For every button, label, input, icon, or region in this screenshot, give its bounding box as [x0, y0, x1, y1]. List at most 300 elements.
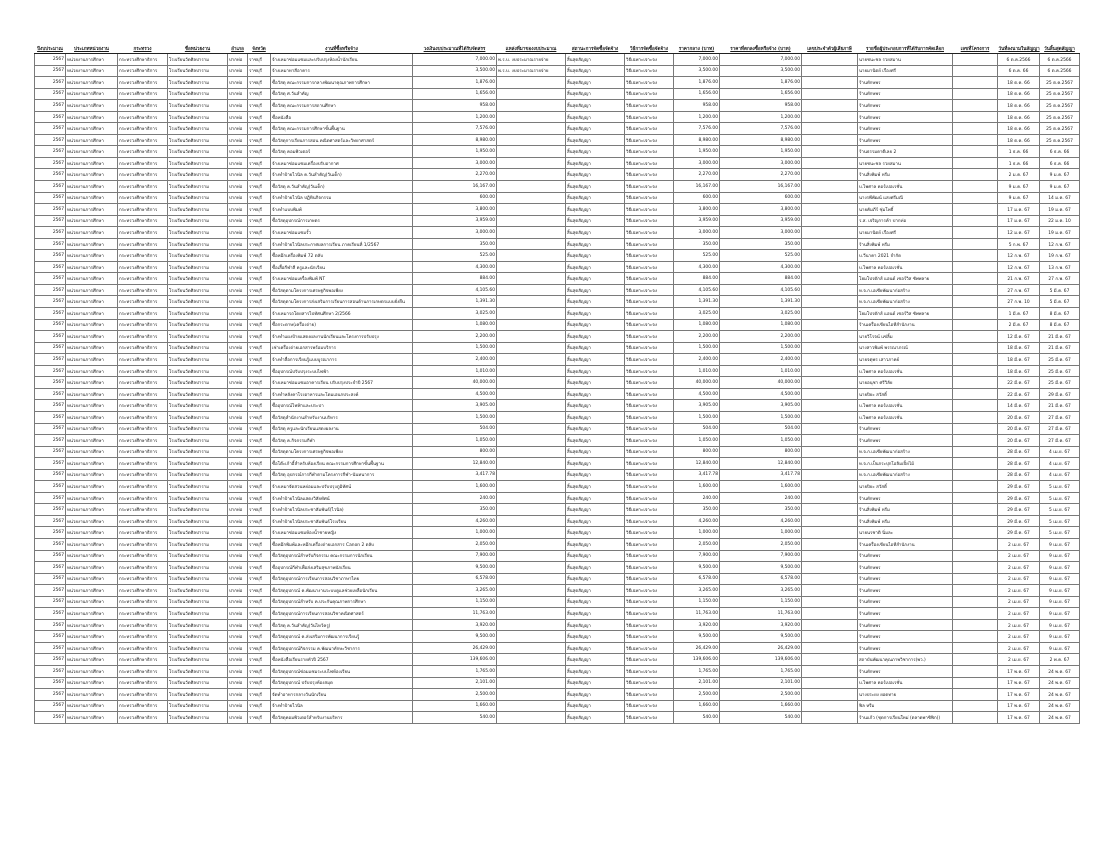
ministry-cell: กระทรวงศึกษาธิการ	[118, 481, 168, 493]
district-cell: ปากท่อ	[228, 204, 248, 216]
table-row[interactable]	[35, 273, 1080, 285]
ministry-cell: กระทรวงศึกษาธิการ	[118, 700, 168, 712]
ministry-cell: กระทรวงศึกษาธิการ	[118, 111, 168, 123]
table-row[interactable]	[35, 215, 1080, 227]
item-cell: ซื้อวัสดุ ศ.วันสำคัญ	[271, 88, 413, 100]
province-cell: ราชบุรี	[248, 619, 271, 631]
year-cell: 2567	[35, 123, 66, 135]
end-date-cell: 9 เม.ย. 67	[1040, 631, 1080, 643]
agreed-price-cell: 1,876.00	[720, 77, 802, 89]
agency-type-cell: หน่วยงานการศึกษา	[66, 492, 118, 504]
agency-cell: โรงเรียนวัดศิลปาราม	[168, 238, 228, 250]
year-cell: 2567	[35, 446, 66, 458]
district-cell: ปากท่อ	[228, 157, 248, 169]
median-price-cell: 9,500.00	[674, 562, 720, 574]
agreed-price-cell: 3,905.00	[720, 400, 802, 412]
year-cell: 2567	[35, 596, 66, 608]
budget-cell: 4,260.00	[413, 515, 497, 527]
procurement-sheet	[34, 43, 1079, 724]
table-row[interactable]	[35, 134, 1080, 146]
column-header[interactable]: ราคาที่ตกลงซื้อหรือจ้าง (บาท)	[720, 43, 802, 54]
median-price-cell: 1,391.30	[674, 296, 720, 308]
source-cell	[497, 238, 566, 250]
column-header[interactable]: อำเภอ	[228, 43, 248, 54]
agency-cell: โรงเรียนวัดศิลปาราม	[168, 550, 228, 562]
column-header[interactable]: เลขประจำตัวผู้เสียภาษี	[802, 43, 858, 54]
table-row[interactable]	[35, 388, 1080, 400]
table-row[interactable]	[35, 700, 1080, 712]
tax-id-cell	[802, 331, 858, 343]
source-cell	[497, 215, 566, 227]
year-cell: 2567	[35, 238, 66, 250]
agency-type-cell: หน่วยงานการศึกษา	[66, 504, 118, 516]
vendor-cell: ห.จ.ก.เอเซียพัฒนาก่อสร้าง	[858, 296, 953, 308]
median-price-cell: 3,265.00	[674, 585, 720, 597]
agreed-price-cell: 2,101.00	[720, 677, 802, 689]
project-id-cell	[953, 296, 998, 308]
table-row[interactable]	[35, 308, 1080, 320]
agency-type-cell: หน่วยงานการศึกษา	[66, 296, 118, 308]
column-header[interactable]: กระทรวง	[118, 43, 168, 54]
project-id-cell	[953, 596, 998, 608]
median-price-cell: 11,763.00	[674, 608, 720, 620]
sign-date-cell: 20 มี.ค. 67	[998, 435, 1040, 447]
tax-id-cell	[802, 354, 858, 366]
province-cell: ราชบุรี	[248, 689, 271, 701]
project-id-cell	[953, 469, 998, 481]
table-row[interactable]	[35, 111, 1080, 123]
ministry-cell: กระทรวงศึกษาธิการ	[118, 100, 168, 112]
agreed-price-cell: 1,200.00	[720, 111, 802, 123]
year-cell: 2567	[35, 654, 66, 666]
project-id-cell	[953, 689, 998, 701]
province-cell: ราชบุรี	[248, 550, 271, 562]
budget-cell: 9,500.00	[413, 562, 497, 574]
column-header[interactable]: เลขที่โครงการ	[953, 43, 998, 54]
median-price-cell: 12,840.00	[674, 458, 720, 470]
median-price-cell: 1,150.00	[674, 596, 720, 608]
table-row[interactable]	[35, 400, 1080, 412]
agency-type-cell: หน่วยงานการศึกษา	[66, 238, 118, 250]
agency-cell: โรงเรียนวัดศิลปาราม	[168, 527, 228, 539]
district-cell: ปากท่อ	[228, 654, 248, 666]
sign-date-cell: 2 ม.ค. 67	[998, 169, 1040, 181]
method-cell: วิธีเฉพาะเจาะจง	[625, 423, 674, 435]
year-cell: 2567	[35, 481, 66, 493]
table-row[interactable]	[35, 515, 1080, 527]
agency-type-cell: หน่วยงานการศึกษา	[66, 65, 118, 77]
table-row[interactable]	[35, 538, 1080, 550]
ministry-cell: กระทรวงศึกษาธิการ	[118, 446, 168, 458]
province-cell: ราชบุรี	[248, 562, 271, 574]
tax-id-cell	[802, 111, 858, 123]
source-cell	[497, 527, 566, 539]
end-date-cell: 5 เม.ย. 67	[1040, 504, 1080, 516]
sign-date-cell: 18 ต.ค. 66	[998, 77, 1040, 89]
column-header[interactable]: วงเงินงบประมาณที่ได้รับจัดสรร	[413, 43, 497, 54]
sign-date-cell: 18 มี.ค. 67	[998, 342, 1040, 354]
item-cell: จ้างเหมาซ่อมเครื่องพิมพ์ NT	[271, 273, 413, 285]
agreed-price-cell: 1,660.00	[720, 700, 802, 712]
column-header[interactable]: แหล่งที่มาของงบประมาณ	[497, 43, 566, 54]
item-cell: ซื้อวัสดุอุปกรณ์การเรียนการสอนวิชาคณิตศาสตร์	[271, 608, 413, 620]
method-cell: วิธีเฉพาะเจาะจง	[625, 308, 674, 320]
district-cell: ปากท่อ	[228, 515, 248, 527]
table-row[interactable]	[35, 527, 1080, 539]
table-row[interactable]	[35, 319, 1080, 331]
table-row[interactable]	[35, 192, 1080, 204]
tax-id-cell	[802, 227, 858, 239]
year-cell: 2567	[35, 423, 66, 435]
table-row[interactable]	[35, 481, 1080, 493]
table-row[interactable]	[35, 261, 1080, 273]
status-cell: สิ้นสุดสัญญา	[566, 331, 625, 343]
agency-type-cell: หน่วยงานการศึกษา	[66, 54, 118, 66]
agency-cell: โรงเรียนวัดศิลปาราม	[168, 123, 228, 135]
table-row[interactable]	[35, 550, 1080, 562]
tax-id-cell	[802, 169, 858, 181]
vendor-cell: ร้านทักษพร	[858, 123, 953, 135]
table-row[interactable]	[35, 573, 1080, 585]
project-id-cell	[953, 608, 998, 620]
item-cell: จ้างทำหลังคาโรงอาหารและโดมเอนกประสงค์	[271, 388, 413, 400]
agreed-price-cell: 1,080.00	[720, 319, 802, 331]
agency-cell: โรงเรียนวัดศิลปาราม	[168, 411, 228, 423]
year-cell: 2567	[35, 65, 66, 77]
agency-cell: โรงเรียนวัดศิลปาราม	[168, 111, 228, 123]
year-cell: 2567	[35, 331, 66, 343]
source-cell	[497, 550, 566, 562]
district-cell: ปากท่อ	[228, 608, 248, 620]
district-cell: ปากท่อ	[228, 631, 248, 643]
sign-date-cell: 22 มี.ค. 67	[998, 388, 1040, 400]
column-header[interactable]: วันสิ้นสุดสัญญา	[1040, 43, 1080, 54]
agreed-price-cell: 3,920.00	[720, 619, 802, 631]
tax-id-cell	[802, 573, 858, 585]
end-date-cell: 2 พ.ค. 67	[1040, 654, 1080, 666]
district-cell: ปากท่อ	[228, 65, 248, 77]
table-row[interactable]	[35, 596, 1080, 608]
table-row[interactable]	[35, 284, 1080, 296]
sign-date-cell: 2 เม.ย. 67	[998, 608, 1040, 620]
status-cell: สิ้นสุดสัญญา	[566, 504, 625, 516]
table-row[interactable]	[35, 54, 1080, 66]
tax-id-cell	[802, 665, 858, 677]
column-header[interactable]: ชื่อหน่วยงาน	[168, 43, 228, 54]
table-row[interactable]	[35, 342, 1080, 354]
end-date-cell: 9 เม.ย. 67	[1040, 619, 1080, 631]
agency-type-cell: หน่วยงานการศึกษา	[66, 469, 118, 481]
province-cell: ราชบุรี	[248, 250, 271, 262]
project-id-cell	[953, 365, 998, 377]
year-cell: 2567	[35, 435, 66, 447]
status-cell: สิ้นสุดสัญญา	[566, 677, 625, 689]
column-header[interactable]: จังหวัด	[248, 43, 271, 54]
sign-date-cell: 2 เม.ย. 67	[998, 596, 1040, 608]
column-header[interactable]: รายชื่อผู้ประกอบการที่ได้รับการคัดเลือก	[858, 43, 953, 54]
project-id-cell	[953, 123, 998, 135]
vendor-cell: ร้านสิ่งพิมพ์ หรีม	[858, 169, 953, 181]
table-row[interactable]	[35, 654, 1080, 666]
year-cell: 2567	[35, 700, 66, 712]
province-cell: ราชบุรี	[248, 111, 271, 123]
district-cell: ปากท่อ	[228, 331, 248, 343]
table-row[interactable]	[35, 123, 1080, 135]
agency-type-cell: หน่วยงานการศึกษา	[66, 550, 118, 562]
agency-type-cell: หน่วยงานการศึกษา	[66, 712, 118, 724]
agreed-price-cell: 350.00	[720, 504, 802, 516]
table-row[interactable]	[35, 492, 1080, 504]
end-date-cell: 4 เม.ย. 67	[1040, 458, 1080, 470]
method-cell: วิธีเฉพาะเจาะจง	[625, 342, 674, 354]
budget-cell: 7,576.00	[413, 123, 497, 135]
column-header[interactable]: ปีงบประมาณ	[35, 43, 66, 54]
district-cell: ปากท่อ	[228, 400, 248, 412]
budget-cell: 3,800.00	[413, 204, 497, 216]
table-row[interactable]	[35, 411, 1080, 423]
agency-cell: โรงเรียนวัดศิลปาราม	[168, 365, 228, 377]
table-row[interactable]	[35, 296, 1080, 308]
table-row[interactable]	[35, 157, 1080, 169]
table-row[interactable]	[35, 65, 1080, 77]
tax-id-cell	[802, 446, 858, 458]
ministry-cell: กระทรวงศึกษาธิการ	[118, 550, 168, 562]
method-cell: วิธีเฉพาะเจาะจง	[625, 550, 674, 562]
budget-cell: 884.00	[413, 273, 497, 285]
budget-cell: 9,500.00	[413, 631, 497, 643]
vendor-cell: ร้านทักษพร	[858, 631, 953, 643]
budget-cell: 1,050.00	[413, 435, 497, 447]
table-row[interactable]	[35, 377, 1080, 389]
table-row[interactable]	[35, 77, 1080, 89]
province-cell: ราชบุรี	[248, 400, 271, 412]
table-row[interactable]	[35, 250, 1080, 262]
vendor-cell: ร้านทักษพร	[858, 596, 953, 608]
agreed-price-cell: 2,200.00	[720, 331, 802, 343]
table-row[interactable]	[35, 169, 1080, 181]
table-row[interactable]	[35, 435, 1080, 447]
end-date-cell: 14 ม.ค. 67	[1040, 192, 1080, 204]
tax-id-cell	[802, 562, 858, 574]
status-cell: สิ้นสุดสัญญา	[566, 458, 625, 470]
item-cell: ซื้อวัสดุอุปกรณ์การเรียนการสอนวิชาภาษาไทย	[271, 573, 413, 585]
year-cell: 2567	[35, 134, 66, 146]
tax-id-cell	[802, 319, 858, 331]
table-row[interactable]	[35, 423, 1080, 435]
agreed-price-cell: 2,400.00	[720, 354, 802, 366]
year-cell: 2567	[35, 273, 66, 285]
table-row[interactable]	[35, 204, 1080, 216]
agency-type-cell: หน่วยงานการศึกษา	[66, 677, 118, 689]
column-header[interactable]: วิธีการจัดซื้อจัดจ้าง	[625, 43, 674, 54]
budget-cell: 8,980.00	[413, 134, 497, 146]
status-cell: สิ้นสุดสัญญา	[566, 538, 625, 550]
median-price-cell: 3,000.00	[674, 227, 720, 239]
source-cell	[497, 88, 566, 100]
end-date-cell: 22 ม.ค. 10	[1040, 215, 1080, 227]
end-date-cell: 9 เม.ย. 67	[1040, 562, 1080, 574]
province-cell: ราชบุรี	[248, 423, 271, 435]
column-header[interactable]: ราคากลาง (บาท)	[674, 43, 720, 54]
column-header[interactable]: งานที่ซื้อหรือจ้าง	[271, 43, 413, 54]
ministry-cell: กระทรวงศึกษาธิการ	[118, 181, 168, 193]
agency-type-cell: หน่วยงานการศึกษา	[66, 123, 118, 135]
district-cell: ปากท่อ	[228, 250, 248, 262]
table-row[interactable]	[35, 331, 1080, 343]
table-row[interactable]	[35, 458, 1080, 470]
year-cell: 2567	[35, 411, 66, 423]
status-cell: สิ้นสุดสัญญา	[566, 134, 625, 146]
column-header[interactable]: วันที่ลงนามในสัญญา	[998, 43, 1040, 54]
year-cell: 2567	[35, 504, 66, 516]
table-row[interactable]	[35, 238, 1080, 250]
province-cell: ราชบุรี	[248, 342, 271, 354]
end-date-cell: 27 ก.พ. 67	[1040, 273, 1080, 285]
budget-cell: 1,660.00	[413, 700, 497, 712]
sign-date-cell: 17 ม.ค. 67	[998, 204, 1040, 216]
table-row[interactable]	[35, 631, 1080, 643]
province-cell: ราชบุรี	[248, 712, 271, 724]
table-row[interactable]	[35, 619, 1080, 631]
end-date-cell: 29 มี.ค. 67	[1040, 388, 1080, 400]
tax-id-cell	[802, 146, 858, 158]
end-date-cell: 6 ต.ค.2566	[1040, 65, 1080, 77]
table-row[interactable]	[35, 227, 1080, 239]
end-date-cell: 9 เม.ย. 67	[1040, 596, 1080, 608]
source-cell	[497, 400, 566, 412]
project-id-cell	[953, 654, 998, 666]
agreed-price-cell: 240.00	[720, 492, 802, 504]
agency-type-cell: หน่วยงานการศึกษา	[66, 365, 118, 377]
year-cell: 2567	[35, 111, 66, 123]
sign-date-cell: 2 เม.ย. 67	[998, 631, 1040, 643]
table-row[interactable]	[35, 585, 1080, 597]
year-cell: 2567	[35, 215, 66, 227]
end-date-cell: 21 มี.ค. 67	[1040, 400, 1080, 412]
column-header[interactable]: สถานะการจัดซื้อจัดจ้าง	[566, 43, 625, 54]
method-cell: วิธีเฉพาะเจาะจง	[625, 227, 674, 239]
table-row[interactable]	[35, 100, 1080, 112]
table-row[interactable]	[35, 354, 1080, 366]
agency-cell: โรงเรียนวัดศิลปาราม	[168, 77, 228, 89]
end-date-cell: 5 มี.ค. 67	[1040, 296, 1080, 308]
item-cell: ซื้อวัสดุตามโครงการเศรษฐกิจพอเพียง	[271, 284, 413, 296]
method-cell: วิธีเฉพาะเจาะจง	[625, 296, 674, 308]
agency-cell: โรงเรียนวัดศิลปาราม	[168, 296, 228, 308]
tax-id-cell	[802, 608, 858, 620]
agency-cell: โรงเรียนวัดศิลปาราม	[168, 481, 228, 493]
tax-id-cell	[802, 619, 858, 631]
ministry-cell: กระทรวงศึกษาธิการ	[118, 562, 168, 574]
ministry-cell: กระทรวงศึกษาธิการ	[118, 619, 168, 631]
status-cell: สิ้นสุดสัญญา	[566, 700, 625, 712]
district-cell: ปากท่อ	[228, 377, 248, 389]
table-row[interactable]	[35, 181, 1080, 193]
method-cell: วิธีเฉพาะเจาะจง	[625, 354, 674, 366]
district-cell: ปากท่อ	[228, 227, 248, 239]
table-row[interactable]	[35, 608, 1080, 620]
district-cell: ปากท่อ	[228, 238, 248, 250]
district-cell: ปากท่อ	[228, 573, 248, 585]
median-price-cell: 3,025.00	[674, 308, 720, 320]
table-row[interactable]	[35, 146, 1080, 158]
end-date-cell: 27 มี.ค. 67	[1040, 435, 1080, 447]
source-cell	[497, 296, 566, 308]
agency-type-cell: หน่วยงานการศึกษา	[66, 204, 118, 216]
year-cell: 2567	[35, 169, 66, 181]
province-cell: ราชบุรี	[248, 296, 271, 308]
tax-id-cell	[802, 642, 858, 654]
table-row[interactable]	[35, 504, 1080, 516]
year-cell: 2567	[35, 157, 66, 169]
ministry-cell: กระทรวงศึกษาธิการ	[118, 631, 168, 643]
status-cell: สิ้นสุดสัญญา	[566, 492, 625, 504]
method-cell: วิธีเฉพาะเจาะจง	[625, 619, 674, 631]
province-cell: ราชบุรี	[248, 469, 271, 481]
column-header[interactable]: ประเภทหน่วยงาน	[66, 43, 118, 54]
sign-date-cell: 2 เม.ย. 67	[998, 573, 1040, 585]
year-cell: 2567	[35, 619, 66, 631]
project-id-cell	[953, 204, 998, 216]
agency-type-cell: หน่วยงานการศึกษา	[66, 377, 118, 389]
agency-type-cell: หน่วยงานการศึกษา	[66, 77, 118, 89]
table-row[interactable]	[35, 677, 1080, 689]
agreed-price-cell: 600.00	[720, 192, 802, 204]
agency-type-cell: หน่วยงานการศึกษา	[66, 642, 118, 654]
year-cell: 2567	[35, 527, 66, 539]
year-cell: 2567	[35, 585, 66, 597]
item-cell: ซื้อเสื้อกีฬาสี ครูและนักเรียน	[271, 261, 413, 273]
project-id-cell	[953, 65, 998, 77]
sign-date-cell: 12 มี.ค. 67	[998, 331, 1040, 343]
agency-cell: โรงเรียนวัดศิลปาราม	[168, 562, 228, 574]
vendor-cell: ร้านทักษพร	[858, 423, 953, 435]
table-row[interactable]	[35, 365, 1080, 377]
ministry-cell: กระทรวงศึกษาธิการ	[118, 273, 168, 285]
ministry-cell: กระทรวงศึกษาธิการ	[118, 354, 168, 366]
table-row[interactable]	[35, 562, 1080, 574]
item-cell: ซื้อวัสดุตามโครงการเศรษฐกิจพอเพียง	[271, 446, 413, 458]
province-cell: ราชบุรี	[248, 596, 271, 608]
district-cell: ปากท่อ	[228, 619, 248, 631]
year-cell: 2567	[35, 54, 66, 66]
province-cell: ราชบุรี	[248, 284, 271, 296]
agreed-price-cell: 8,980.00	[720, 134, 802, 146]
ministry-cell: กระทรวงศึกษาธิการ	[118, 596, 168, 608]
end-date-cell: 12 ก.พ. 67	[1040, 238, 1080, 250]
table-row[interactable]	[35, 446, 1080, 458]
item-cell: จ้างทำป้ายไวนิล	[271, 700, 413, 712]
table-row[interactable]	[35, 665, 1080, 677]
tax-id-cell	[802, 273, 858, 285]
budget-cell: 800.00	[413, 446, 497, 458]
table-row[interactable]	[35, 469, 1080, 481]
method-cell: วิธีเฉพาะเจาะจง	[625, 631, 674, 643]
table-row[interactable]	[35, 712, 1080, 724]
table-row[interactable]	[35, 88, 1080, 100]
end-date-cell: 13 ก.พ. 67	[1040, 261, 1080, 273]
ministry-cell: กระทรวงศึกษาธิการ	[118, 54, 168, 66]
budget-cell: 2,200.00	[413, 331, 497, 343]
table-row[interactable]	[35, 642, 1080, 654]
status-cell: สิ้นสุดสัญญา	[566, 712, 625, 724]
budget-cell: 504.00	[413, 423, 497, 435]
sign-date-cell: 20 มี.ค. 67	[998, 411, 1040, 423]
agreed-price-cell: 540.00	[720, 712, 802, 724]
table-row[interactable]	[35, 689, 1080, 701]
year-cell: 2567	[35, 677, 66, 689]
median-price-cell: 40,000.00	[674, 377, 720, 389]
